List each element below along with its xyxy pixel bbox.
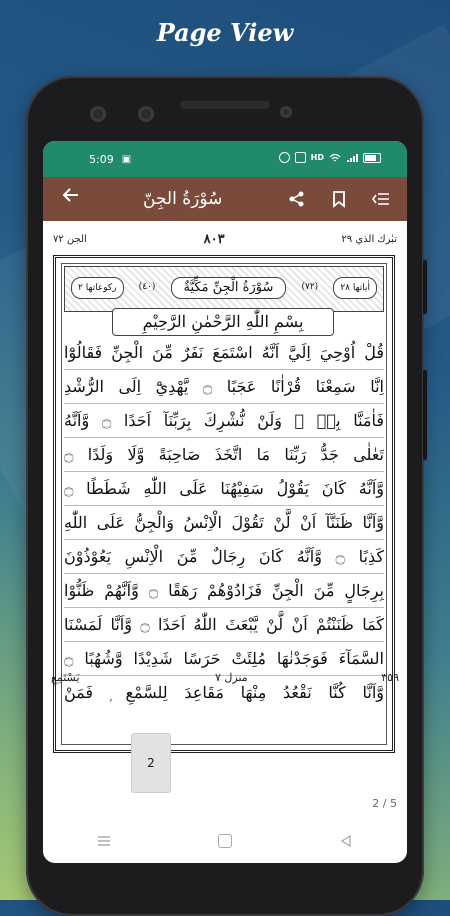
verse-line: كَمَا ظَنَنْتُمْ اَنْ لَّنْ يَّبْعَثَ اللّٰهُ اَحَدًا ۝ وَّاَنَّا لَمَسْنَا [64, 608, 384, 642]
system-nav-bar [43, 819, 407, 863]
gallery-icon: ▣ [121, 153, 132, 165]
verse-line: وَّاَنَّهُ كَانَ يَقُوْلُ سَفِيْهُنَا عَلَى اللّٰهِ شَطَطًا ۝ [64, 472, 384, 506]
power-button [423, 260, 427, 314]
volume-button [423, 370, 427, 460]
basmala: بِسْمِ اللّٰهِ الرَّحْمٰنِ الرَّحِيْمِ [112, 308, 334, 336]
verse-line: فَاٰمَنَّا بِهٖ ۭ وَلَنْ نُّشْرِكَ بِرَبِّنَآ اَحَدًا ۝ وَّاَنَّهُ [64, 404, 384, 438]
front-sensor-icon [138, 106, 154, 122]
share-icon[interactable] [283, 185, 311, 213]
wifi-icon [329, 153, 341, 163]
vibrate-icon [295, 152, 306, 163]
surah-title: سُوْرَةُ الجِنّ [143, 189, 223, 209]
earpiece-speaker [180, 101, 270, 109]
recents-icon[interactable] [84, 826, 124, 856]
ayah-count-box: اٰياتها ٢٨ [333, 277, 377, 299]
proximity-sensor-icon [280, 106, 292, 118]
home-icon[interactable] [205, 826, 245, 856]
page-number: ٨٠٣ [203, 231, 225, 247]
footer-page-code: ٣٥٩ [381, 671, 399, 684]
para-label: تبٰرك الذي ٢٩ [341, 233, 397, 245]
hd-icon: HD [310, 153, 324, 162]
surah-header-ornament [64, 266, 384, 312]
surah-order-number: (٧٢) [301, 282, 319, 292]
status-icons [279, 152, 381, 163]
page-thumbnail[interactable]: 2 [131, 733, 171, 793]
verse-line: وَّاَنَّا كُنَّا نَقْعُدُ مِنْهَا مَقَاعِدَ لِلسَّمْعِ ۭ فَمَنْ [64, 683, 384, 702]
signal-icon [346, 153, 358, 163]
status-time: 5:09 [89, 152, 114, 166]
verse-line: كَذِبًا ۝ وَّاَنَّهُ كَانَ رِجَالٌ مِّنَ الْاِنْسِ يَعُوْذُوْنَ [64, 540, 384, 574]
juz-label: الجن ٧٢ [53, 233, 87, 245]
revelation-order-number: (٤٠) [138, 282, 156, 292]
verse-line: اِنَّا سَمِعْنَا قُرْاٰنًا عَجَبًا ۝ يَّهْدِيْٓ اِلَى الرُّشْدِ [64, 370, 384, 404]
surah-name-cartouche: سُوْرَةُ الْجِنِّ مَكِّيَّةٌ [171, 277, 287, 299]
front-camera-icon [90, 106, 106, 122]
arrow-left-icon[interactable] [57, 185, 85, 213]
verse-line: وَّاَنَّا ظَنَنَّآ اَنْ لَّنْ تَقُوْلَ الْاِنْسُ وَالْجِنُّ عَلَى اللّٰهِ [64, 506, 384, 540]
status-bar [43, 141, 407, 177]
app-toolbar [43, 177, 407, 221]
catchword: يَسْتَمِعِ [51, 671, 80, 684]
battery-icon [363, 153, 381, 163]
toolbar-actions [283, 185, 395, 213]
page-header [51, 229, 399, 249]
app-screen [43, 141, 407, 863]
ruku-count-box: ركوعاتها ٢ [71, 277, 124, 299]
page-counter: 2 / 5 [372, 797, 397, 810]
verse-line: قُلْ اُوْحِيَ اِلَيَّ اَنَّهُ اسْتَمَعَ نَفَرٌ مِّنَ الْجِنِّ فَقَالُوْٓا [64, 336, 384, 370]
verse-line: بِرِجَالٍ مِّنَ الْجِنِّ فَزَادُوْهُمْ رَهَقًا ۝ وَّاَنَّهُمْ ظَنُّوْا [64, 574, 384, 608]
verse-line: تَعٰلٰى جَدُّ رَبِّنَا مَا اتَّخَذَ صَاحِبَةً وَّلَا وَلَدًا ۝ [64, 438, 384, 472]
verse-line: السَّمَآءَ فَوَجَدْنٰهَا مُلِئَتْ حَرَسًا شَدِيْدًا وَّشُهُبًا ۝ [64, 642, 384, 676]
menu-list-icon[interactable] [367, 185, 395, 213]
back-icon[interactable] [326, 826, 366, 856]
manzil-label: منزل ٧ [215, 671, 248, 684]
verse-lines [64, 336, 384, 709]
surah-header-row [71, 277, 377, 299]
promo-headline: Page View [156, 18, 294, 47]
page-footer [51, 671, 399, 684]
bookmark-icon[interactable] [325, 185, 353, 213]
alarm-icon [279, 152, 290, 163]
